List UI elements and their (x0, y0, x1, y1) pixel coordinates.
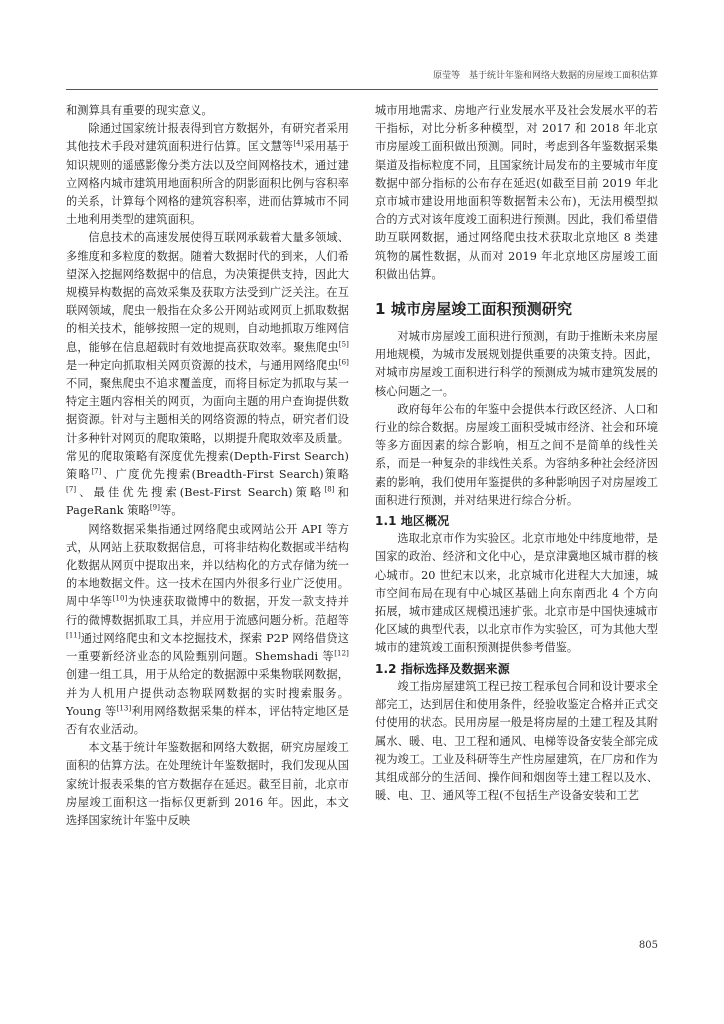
paragraph: 政府每年公布的年鉴中会提供本行政区经济、人口和行业的综合数据。房屋竣工面积受城市经济、社会和环境等多方面因素的综合影响，相互之间不是简单的线性关系，而是一种复杂的非线性关系。为容纳多种社会经济因素的影响，我们使用年鉴提供的多种影响因子对房屋竣工面积进行预测，并对结果进行综合分析。 (375, 402, 658, 507)
running-header (66, 68, 658, 86)
paragraph: 选取北京市作为实验区。北京市地处中纬度地带，是国家的政治、经济和文化中心，是京津冀地区城市群的核心城市。20 世纪末以来，北京城市化进程大大加速，城市空间布局在现有中心城区基础上向东南西北 4 个方向拓展，城市建成区规模迅速扩张。北京市是中国快速城市化区域的典型代表，以北京市作为实验区，可为其他大型城市的建筑竣工面积预测提供参考借鉴。 (375, 532, 658, 655)
subsection-heading: 1.2 指标选择及数据来源 (375, 661, 510, 676)
citation: [12] (334, 649, 349, 658)
header-title: 基于统计年鉴和网络大数据的房屋竣工面积估算 (468, 71, 658, 81)
section-heading: 1 城市房屋竣工面积预测研究 (375, 300, 573, 319)
citation: [9] (149, 503, 161, 512)
left-column (66, 102, 349, 830)
paragraph: 竣工指房屋建筑工程已按工程承包合同和设计要求全部完工，达到居住和使用条件，经验收鉴定合格并正式交付使用的状态。民用房屋一般是将房屋的土建工程及其附属水、暖、电、卫工程和通风、电梯等设备安装全部完成视为竣工。工业及科研等生产性房屋建筑，在厂房和作为其组成部分的生活间、操作间和烟囱等土建工程以及水、暖、电、卫、通风等工程(不包括生产设备安装和工艺 (375, 679, 658, 803)
paragraph: 对城市房屋竣工面积进行预测，有助于推断未来房屋用地规模，为城市发展规划提供重要的决策支持。因此，对城市房屋竣工面积进行科学的预测成为城市建筑发展的核心问题之一。 (375, 330, 658, 398)
subsection-heading: 1.1 地区概况 (375, 514, 450, 529)
paragraph: 城市用地需求、房地产行业发展水平及社会发展水平的若干指标，对比分析多种模型，对 2017 和 2018 年北京市房屋竣工面积做出预测。同时，考虑到各年鉴数据采集渠道及指标粒度不同，且国家统计局发布的主要城市年度数据中部分指标的公布存在延迟(如截至目前 2019 年北京市城市建设用地面积等数据暂未公布)，无法用模型拟合的方式对该年度竣工面积进行预测。因此，我们希望借助互联网数据，通过网络爬虫技术获取北京地区 8 类建筑物的属性数据，从而对 2019 年北京地区房屋竣工面积做出估算。 (375, 104, 658, 281)
paragraph: 本文基于统计年鉴数据和网络大数据，研究房屋竣工面积的估算方法。在处理统计年鉴数据时，我们发现从国家统计报表采集的官方数据存在延迟。截至目前，北京市房屋竣工面积这一指标仅更新到 2016 年。因此，本文选择国家统计年鉴中反映 (66, 741, 349, 827)
paragraph: 网络数据采集指通过网络爬虫或网站公开 API 等方式，从网站上获取数据信息，可将非结构化数据或半结构化数据从网页中提取出来，并以结构化的方式存储为统一的本地数据文件。这一技术在国内外很多行业广泛使用。周中华等[10]为快速获取微博中的数据，开发一款支持并行的微博数据抓取工具，并应用于流感问题分析。范超等[11]通过网络爬虫和文本挖掘技术，探索 P2P 网络借贷这一重要新经济业态的风险甄别问题。Shemshadi 等[12]创建一组工具，用于从给定的数据源中采集物联网数据，并为人机用户提供动态物联网数据的实时搜索服务。Young 等[13]利用网络数据采集的样本，评估特定地区是否有农业活动。 (66, 522, 350, 736)
citation: [10] (112, 594, 128, 603)
paragraph: 信息技术的高速发展使得互联网承载着大量多领域、多维度和多粒度的数据。随着大数据时代的到来，人们希望深入挖掘网络数据中的信息，为决策提供支持，因此大规模异构数据的高效采集及获取方法受到广泛关注。在互联网领域，爬虫一般指在众多公开网站或网页上抓取数据的相关技术，能够按照一定的规则，自动地抓取万维网信息，能够在信息超载时有效地提高获取效率。聚焦爬虫[5]是一种定向抓取相关网页资源的技术，与通用网络爬虫[6]不同，聚焦爬虫不追求覆盖度，而将目标定为抓取与某一特定主题内容相关的网页，为面向主题的用户查询提供数据资源。针对与主题相关的网络资源的特点，研究者们设计多种针对网页的爬取策略，以期提升爬取效率及质量。常见的爬取策略有深度优先搜索(Depth-First Search)策略[7]、广度优先搜索(Breadth-First Search)策略[7]、最佳优先搜索(Best-First Search)策略[8]和 PageRank 策略[9]等。 (66, 231, 350, 518)
paragraph: 除通过国家统计报表得到官方数据外，有研究者采用其他技术手段对建筑面积进行估算。匡文慧等[4]采用基于知识规则的遥感影像分类方法以及空间网格技术，通过建立网格内城市建筑用地面积所含的阴影面积比例与容积率的关系，计算每个网格的建筑容积率，进而估算城市不同土地利用类型的建筑面积。 (66, 122, 349, 227)
header-divider (66, 89, 658, 90)
citation: [7] (66, 485, 77, 494)
page-number: 805 (638, 940, 658, 951)
citation: [11] (66, 631, 81, 640)
citation: [7] (91, 467, 102, 476)
right-column (375, 102, 658, 805)
citation: [6] (338, 358, 349, 367)
citation: [4] (293, 139, 304, 148)
citation: [8] (324, 485, 335, 494)
paragraph: 和测算具有重要的现实意义。 (66, 104, 213, 117)
header-authors: 原莹等 (433, 71, 461, 81)
citation: [13] (116, 703, 132, 712)
citation: [5] (338, 339, 349, 348)
